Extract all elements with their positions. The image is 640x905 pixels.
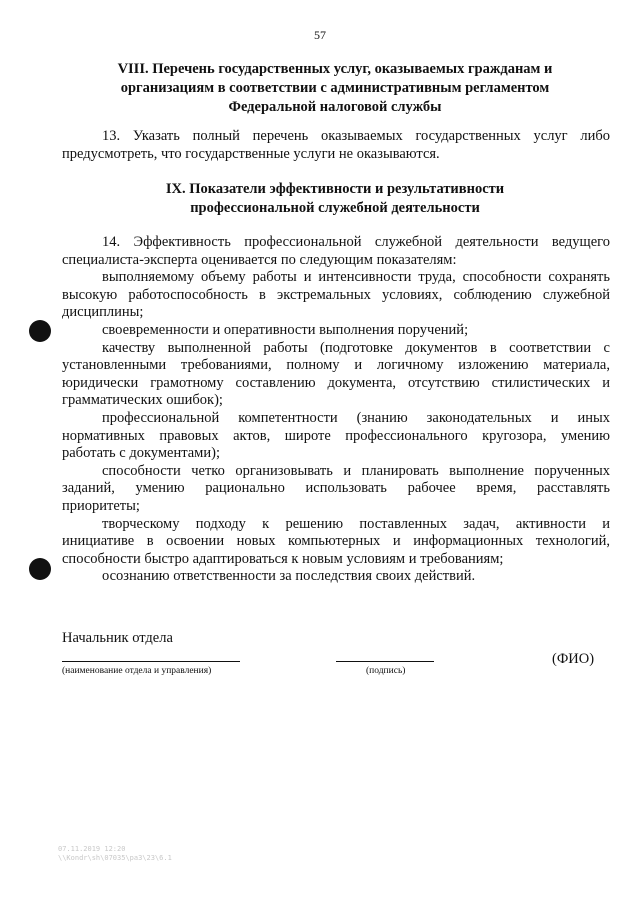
stamp-path: \\Kondr\sh\07035\pa3\23\6.1: [58, 854, 172, 862]
criterion-line: профессиональной компетентности (знанию законодательных и иных: [102, 409, 610, 426]
criterion-line: высокую работоспособность в экстремальных условиях, соблюдению служебной: [62, 286, 610, 303]
criterion-line: способности четко организовывать и планировать выполнение порученных: [102, 462, 610, 479]
criterion-responsibility: [62, 568, 610, 586]
criterion-line: способности быстро адаптироваться к новым условиям и требованиям;: [62, 550, 504, 567]
paragraph-14: [62, 234, 610, 586]
section-8-title-line: Федеральной налоговой службы: [228, 99, 442, 115]
criterion-line: выполняемому объему работы и интенсивности труда, способности сохранять: [102, 269, 610, 286]
paragraph-13: [62, 128, 610, 163]
criterion-competence: [62, 410, 610, 463]
criterion-creativity: [62, 516, 610, 569]
criterion-line: юридически грамотному составлению документа, отсутствию стилистических и: [62, 374, 610, 391]
criterion-line: творческому подходу к решению поставленных задач, активности и: [102, 515, 610, 532]
paragraph-line: специалиста-эксперта оценивается по следующим показателям:: [62, 251, 457, 268]
fio-label: (ФИО): [552, 651, 595, 667]
signature-line: [336, 661, 434, 662]
criterion-line: качеству выполненной работы (подготовке документов в соответствии с: [102, 339, 610, 356]
footer-stamp: [58, 845, 172, 863]
criterion-timeliness: [62, 322, 610, 340]
stamp-date: 07.11.2019 12:20: [58, 845, 126, 853]
signature-role: Начальник отдела: [62, 630, 173, 646]
criterion-line: заданий, умению рационально использовать рабочее время, расставлять: [62, 480, 610, 497]
criterion-line: нормативных правовых актов, широте профессионального кругозора, умению: [62, 427, 610, 444]
criterion-line: приоритеты;: [62, 497, 140, 514]
criterion-quality: [62, 340, 610, 410]
department-caption: (наименование отдела и управления): [62, 666, 212, 676]
criterion-line: грамматических ошибок);: [62, 392, 223, 409]
criterion-line: работать с документами);: [62, 445, 220, 462]
section-9-title: [70, 180, 600, 218]
section-9-title-line: профессиональной служебной деятельности: [190, 200, 480, 216]
paragraph-line: предусмотреть, что государственные услуги не оказываются.: [62, 145, 440, 162]
criterion-line: инициативе в освоении новых компьютерных и информационных технологий,: [62, 533, 610, 550]
punch-hole: [29, 320, 51, 342]
section-9-title-line: IX. Показатели эффективности и результативности: [165, 181, 505, 197]
punch-hole: [29, 558, 51, 580]
section-8-title-line: VIII. Перечень государственных услуг, оказываемых гражданам и: [117, 61, 553, 77]
department-line: [62, 661, 240, 662]
signature-caption: (подпись): [366, 666, 406, 676]
criterion-workload: [62, 269, 610, 322]
criterion-line: дисциплины;: [62, 304, 144, 321]
criterion-line: установленными требованиями, полному и логичному изложению материала,: [62, 357, 610, 374]
criterion-line: осознанию ответственности за последствия своих действий.: [102, 568, 476, 585]
paragraph-line: 13. Указать полный перечень оказываемых государственных услуг либо: [102, 128, 610, 144]
section-8-title-line: организациям в соответствии с административным регламентом: [120, 80, 550, 96]
page-number: 57: [314, 28, 326, 42]
paragraph-line: 14. Эффективность профессиональной служебной деятельности ведущего: [102, 234, 610, 250]
criterion-organization: [62, 463, 610, 516]
section-8-title: [70, 60, 600, 117]
criterion-line: своевременности и оперативности выполнения поручений;: [102, 321, 469, 338]
